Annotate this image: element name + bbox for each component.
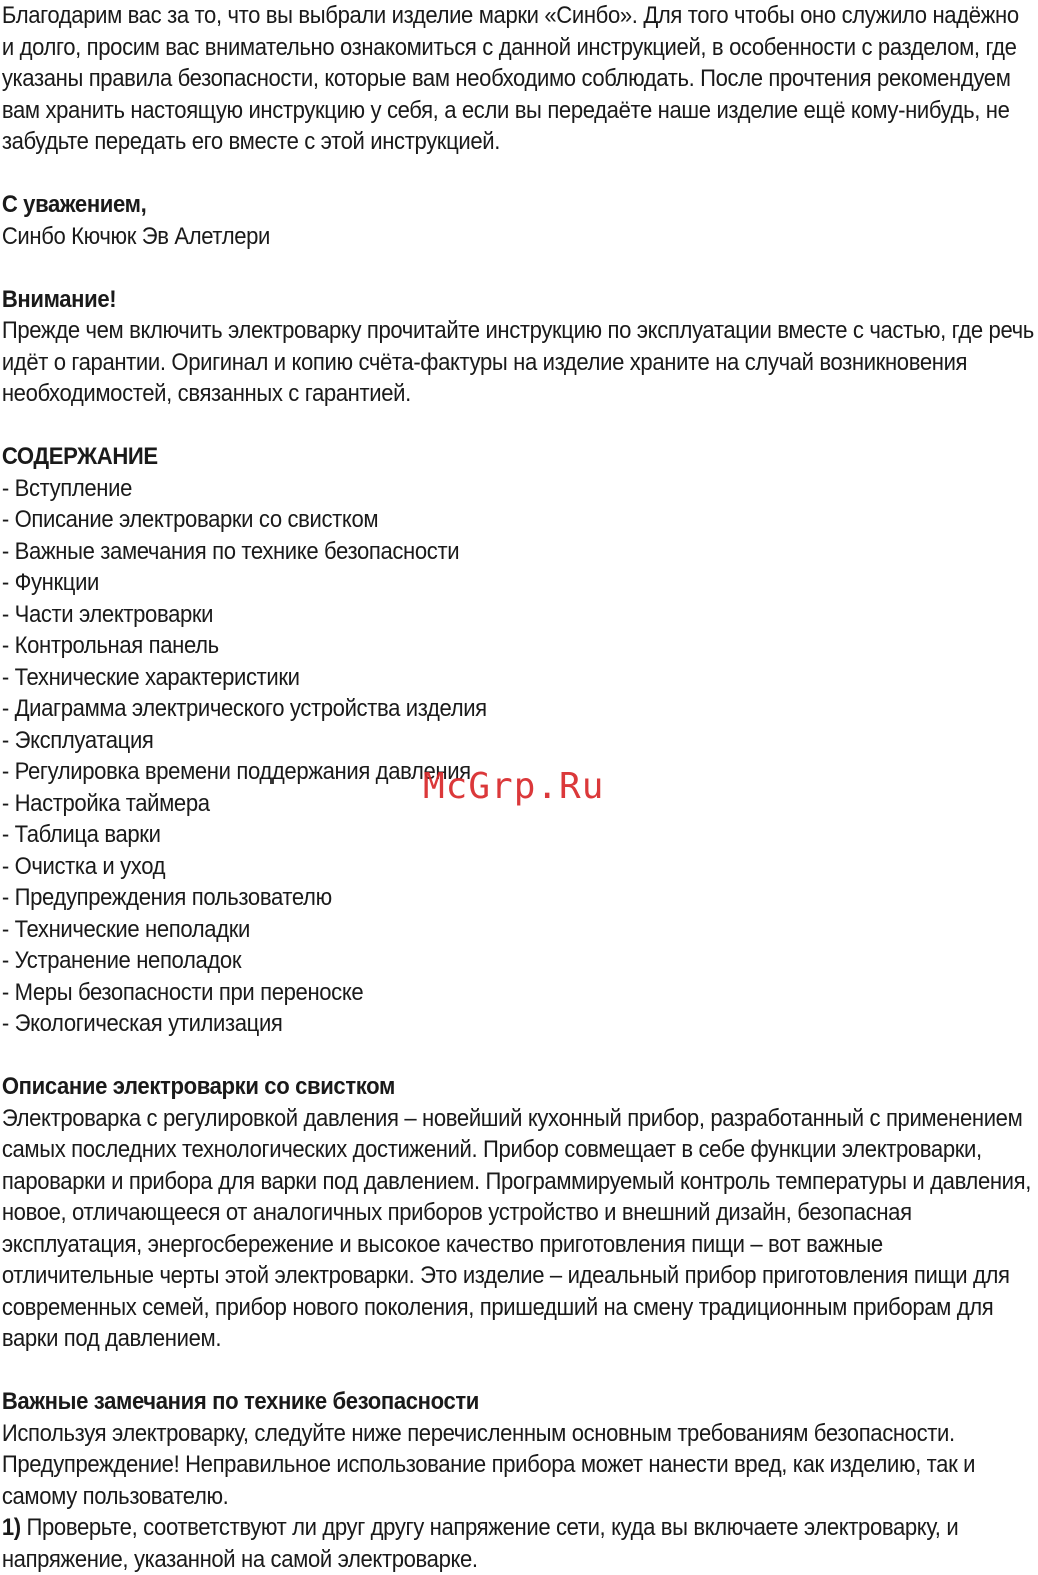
toc-item: - Контрольная панель — [1, 632, 219, 659]
toc-item: - Функции — [1, 569, 100, 596]
toc-item: - Описание электроварки со свистком — [1, 506, 379, 533]
toc-item: - Меры безопасности при переноске — [1, 978, 364, 1006]
toc-item: - Очистка и уход — [1, 852, 166, 880]
toc-item: - Устранение неполадок — [1, 947, 242, 974]
spacer — [2, 410, 1036, 442]
safety-heading: Важные замечания по технике безопасности — [1, 1388, 480, 1415]
attention-text: Прежде чем включить электроварку прочитайте инструкцию по эксплуатации вместе с частью, где речь идёт о гарантии. Оригинал и копию счёта-фактуры на изделие храните на случай возникновения необходимостей, связанных с гарантией. — [1, 317, 1034, 407]
toc-item: - Важные замечания по технике безопасности — [1, 537, 460, 565]
spacer — [2, 252, 1036, 284]
toc-item: - Регулировка времени поддержания давления — [1, 758, 471, 785]
toc-item: - Диаграмма электрического устройства изделия — [1, 695, 487, 722]
toc-item: - Эксплуатация — [1, 726, 154, 754]
description-text: Электроварка с регулировкой давления – новейший кухонный прибор, разработанный с применением самых последних технологических достижений. Прибор совмещает в себе функции электроварки, пароварки и прибора для варки под давлением. Программируемый контроль температуры и давления, новое, отличающееся от аналогичных приборов устройство и внешний дизайн, безопасная эксплуатация, энергосбережение и высокое качество приготовления пищи – вот важные отличительные черты этой электроварки. Это изделие – идеальный прибор приготовления пищи для современных семей, прибор нового поколения, пришедший на смену традиционным приборам для варки под давлением. — [1, 1104, 1032, 1352]
toc-item: - Настройка таймера — [1, 789, 210, 817]
safety-item-number: 1) — [1, 1514, 21, 1541]
toc-heading: СОДЕРЖАНИЕ — [1, 443, 158, 470]
company-name: Синбо Кючюк Эв Алетлери — [1, 222, 271, 250]
safety-text: Используя электроварку, следуйте ниже перечисленным основным требованиям безопасности. Предупреждение! Неправильное использование прибора может нанести вред, как изделию, так и самому пользователю. — [1, 1419, 976, 1510]
safety-item-text: Проверьте, соответствуют ли друг другу напряжение сети, куда вы включаете электроварку, и напряжение, указанной на самой электроварке. — [1, 1514, 959, 1573]
spacer — [2, 158, 1036, 190]
toc-list — [2, 473, 1036, 1040]
toc-item: - Таблица варки — [1, 821, 161, 848]
attention-heading: Внимание! — [1, 285, 117, 313]
toc-item: - Технические характеристики — [1, 663, 300, 691]
toc-item: - Экологическая утилизация — [1, 1010, 283, 1037]
regards-line: С уважением, — [1, 191, 147, 218]
toc-item: - Предупреждения пользователю — [1, 884, 332, 911]
intro-paragraph: Благодарим вас за то, что вы выбрали изделие марки «Синбо». Для того чтобы оно служило надёжно и долго, просим вас внимательно ознакомиться с данной инструкцией, в особенности с разделом, где указаны правила безопасности, которые вам необходимо соблюдать. После прочтения рекомендуем вам хранить настоящую инструкцию у себя, а если вы передаёте наше изделие ещё кому-нибудь, не забудьте передать его вместе с этой инструкцией. — [1, 2, 1019, 155]
spacer — [2, 1040, 1036, 1072]
spacer — [2, 1355, 1036, 1387]
toc-item: - Технические неполадки — [1, 915, 250, 943]
watermark: McGrp.Ru — [423, 766, 605, 807]
toc-item: - Вступление — [1, 474, 133, 502]
toc-item: - Части электроварки — [1, 600, 214, 628]
description-heading: Описание электроварки со свистком — [1, 1073, 395, 1100]
safety-item-1 — [2, 1512, 1036, 1575]
